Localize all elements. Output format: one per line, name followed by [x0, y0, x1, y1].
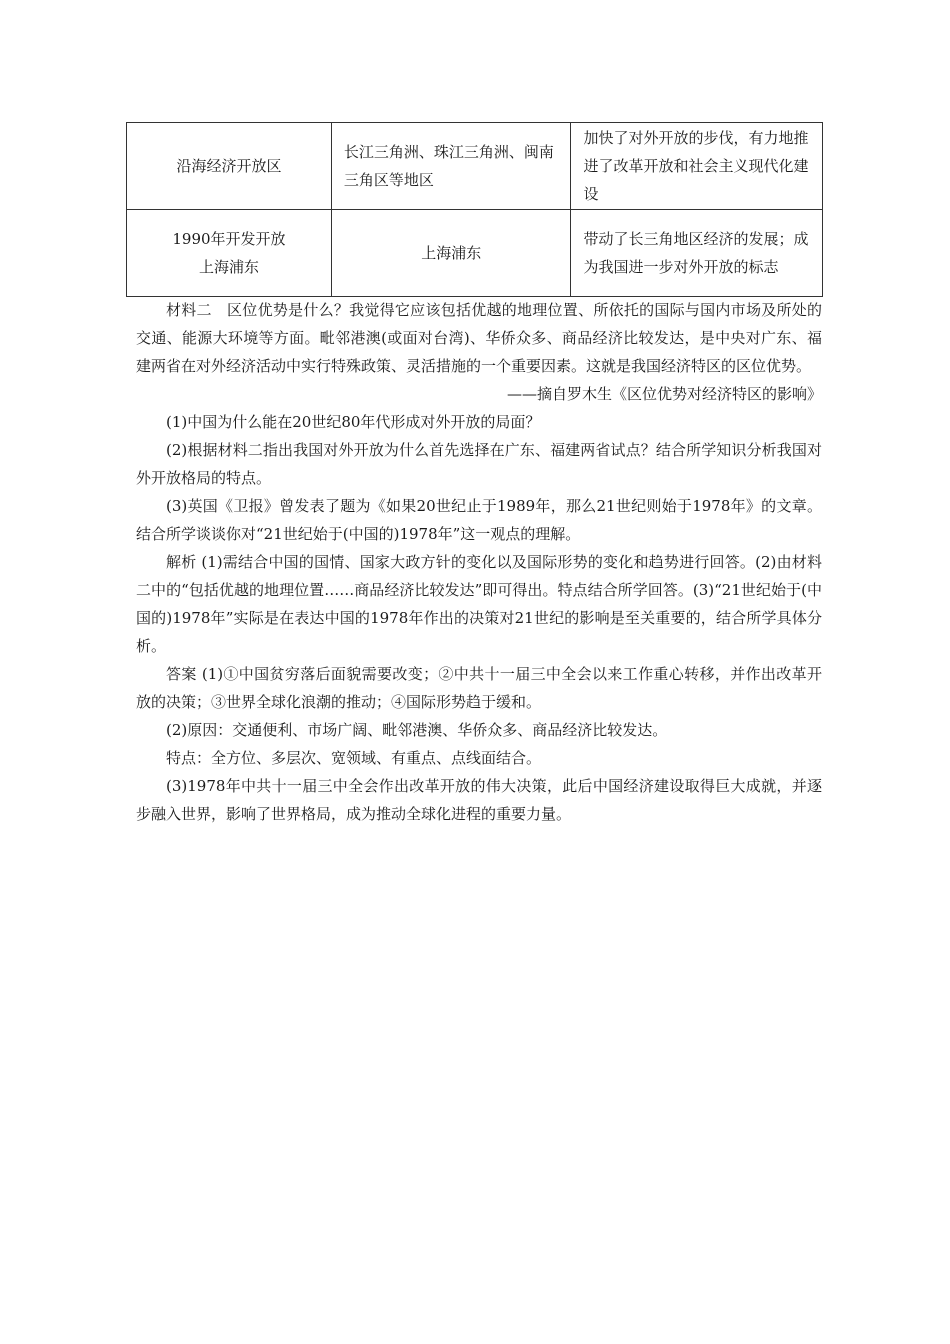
material-source: ——摘自罗木生《区位优势对经济特区的影响》 [506, 385, 822, 403]
answer-3: (3)1978年中共十一届三中全会作出改革开放的伟大决策，此后中国经济建设取得巨大成就，并逐步融入世界，影响了世界格局，成为推动全球化进程的重要力量。 [136, 777, 822, 823]
answer-2: (2)原因：交通便利、市场广阔、毗邻港澳、华侨众多、商品经济比较发达。 [166, 721, 668, 739]
table-cell-region-type [127, 210, 332, 297]
question-1: (1)中国为什么能在20世纪80年代形成对外开放的局面？ [166, 413, 541, 431]
answer-1: 答案 (1)①中国贫穷落后面貌需要改变；②中共十一届三中全会以来工作重心转移，并作出改革开放的决策；③世界全球化浪潮的推动；④国际形势趋于缓和。 [136, 665, 822, 711]
opening-policy-table [126, 122, 823, 297]
table-cell-region-area: 长江三角洲、珠江三角洲、闽南三角区等地区 [331, 123, 571, 210]
table-cell-effect: 加快了对外开放的步伐，有力地推进了改革开放和社会主义现代化建设 [571, 123, 823, 210]
table-cell-region-type: 沿海经济开放区 [127, 123, 332, 210]
question-2: (2)根据材料二指出我国对外开放为什么首先选择在广东、福建两省试点？结合所学知识分析我国对外开放格局的特点。 [136, 441, 822, 487]
question-3: (3)英国《卫报》曾发表了题为《如果20世纪止于1989年，那么21世纪则始于1978年》的文章。结合所学谈谈你对“21世纪始于(中国的)1978年”这一观点的理解。 [136, 497, 822, 543]
material-two-paragraph: 材料二 区位优势是什么？我觉得它应该包括优越的地理位置、所依托的国际与国内市场及所处的交通、能源大环境等方面。毗邻港澳(或面对台湾)、华侨众多、商品经济比较发达，是中央对广东、福建两省在对外经济活动中实行特殊政策、灵活措施的一个重要因素。这就是我国经济特区的区位优势。 [136, 301, 822, 375]
document-body [136, 296, 822, 828]
table-row [127, 210, 823, 297]
table-cell-line: 1990年开发开放 [172, 230, 286, 248]
table-cell-line: 上海浦东 [198, 258, 259, 276]
table-cell-effect: 带动了长三角地区经济的发展；成为我国进一步对外开放的标志 [571, 210, 823, 297]
analysis-paragraph: 解析 (1)需结合中国的国情、国家大政方针的变化以及国际形势的变化和趋势进行回答。(2)由材料二中的“包括优越的地理位置……商品经济比较发达”即可得出。特点结合所学回答。(3)“21世纪始于(中国的)1978年”实际是在表达中国的1978年作出的决策对21世纪的影响是至关重要的，结合所学具体分析。 [136, 553, 822, 655]
answer-2-features: 特点：全方位、多层次、宽领域、有重点、点线面结合。 [166, 749, 542, 767]
table-cell-region-area: 上海浦东 [331, 210, 571, 297]
table-row [127, 123, 823, 210]
